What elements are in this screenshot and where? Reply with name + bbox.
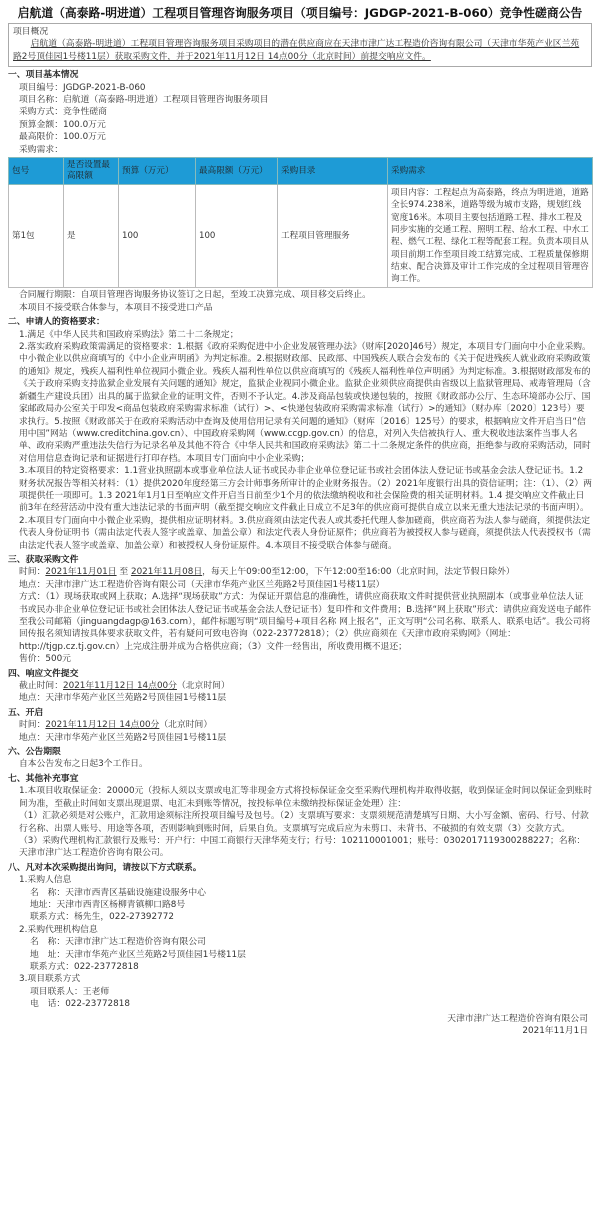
opening-place: 地点：天津市华苑产业区兰苑路2号顶佳园1号楼11层 [19, 732, 227, 743]
obtain-method: 方式：（1）现场获取或网上获取；A.选择“现场获取”方式：为保证开票信息的准确性，请供应商获取文件时提供营业执照副本（或事业单位法人证书或民办非企业单位登记证书或社会团体法人登记证书或基金会法人登记证书）复印件和文件费用；B.选择“网上获取”形式：请供应商发送电子邮件至我公司邮箱（jinguangdagp@163.com），邮件标题写明“项目编号+项目名称 网上报名”，正文写明“公司名称、联系人、联系电话”。我公司将回传报名须知请按具体要求获取文件，若有疑问可致电咨询（022-23772818）；（2）供应商须在《天津市政府采购网》（网址：http://tjgp.cz.tj.gov.cn）上完成注册并成为合格供应商；（3）文件一经售出，所收费用概不退还； [19, 592, 592, 652]
section-heading: 三、获取采购文件 [8, 554, 79, 565]
table-cell: 工程项目管理服务 [278, 185, 388, 288]
qualification-paragraph: 1.满足《中华人民共和国政府采购法》第二十二条规定； [19, 329, 239, 340]
table-header-cell: 采购目录 [278, 158, 388, 185]
contact-line: 地址：天津市西青区杨柳青镇柳口路8号 [30, 899, 186, 910]
time-end: 2021年11月08日 [130, 567, 203, 578]
contact-title: 1.采购人信息 [19, 875, 72, 886]
deadline-value: 2021年11月12日 14点00分 [63, 681, 177, 692]
section-other-matters [8, 773, 592, 860]
table-header-cell: 最高限额（万元） [196, 158, 278, 185]
table-cell: 100 [196, 185, 278, 288]
basic-info-line: 采购方式：竞争性磋商 [19, 107, 107, 118]
contract-period: 合同履行期限：自项目管理咨询服务协议签订之日起，至竣工决算完成、项目移交后终止。 [19, 290, 371, 301]
contact-title: 2.采购代理机构信息 [19, 924, 98, 935]
section-heading: 五、开启 [8, 707, 44, 718]
signature-company: 天津市津广达工程造价咨询有限公司 [447, 1013, 588, 1024]
overview-heading: 项目概况 [13, 27, 49, 37]
basic-info-line: 最高限价：100.0万元 [19, 132, 106, 143]
contact-line: 联系方式：杨先生，022-27392772 [30, 912, 174, 923]
section-notice-period [8, 746, 592, 771]
overview-text: 启航道（高泰路-明进道）工程项目管理咨询服务项目采购项目的潜在供应商应在天津市津广达工程造价咨询有限公司（天津市华苑产业区兰苑路2号顶佳园1号楼11层）获取采购文件，并于2021年11月12日 14点00分（北京时间）前提交响应文件。 [13, 39, 580, 62]
basic-info-line: 项目编号：JGDGP-2021-B-060 [19, 82, 146, 93]
section-qualifications [8, 316, 592, 552]
qualification-paragraph: 3.本项目的特定资格要求：1.1营业执照副本或事业单位法人证书或民办非企业单位登记证书或社会团体法人登记证书或基金会法人登记证书。1.2 财务状况报告等相关材料：（1）提供2020年度经第三方会计师事务所审计的企业财务报告。（2）2021年度银行出具的资信证明；注：（1）、（2）两项提供任一项即可。1.3 2021年1月1日至响应文件开启当日前至少1个月的依法缴纳税收和社会保险费的相关证明材料。1.4 提交响应文件截止日前3年在经营活动中没有重大违法记录的书面声明（截至提交响应文件截止日成立不足3年的供应商可提供自成立以来无重大违法记录的书面声明）。2.本项目专门面向中小微企业采购，提供相应证明材料。3.供应商须由法定代表人或其委托代理人参加磋商，供应商若为法人参与磋商，须提供法定代表人身份证明书（需由法定代表人签字或盖章、加盖公章）和法定代表人身份证原件；供应商若为被授权人参与磋商，须提供法人代表授权书（需由法定代表人签字或盖章、加盖公章）和被授权人身份证原件。4.本项目不接受联合体参与磋商。 [19, 466, 592, 551]
submission-place: 地点：天津市华苑产业区兰苑路2号顶佳园1号楼11层 [19, 693, 227, 704]
notice-period-text: 自本公告发布之日起3个工作日。 [19, 759, 148, 770]
deadline-label: 截止时间： [19, 681, 63, 692]
section-opening [8, 707, 592, 744]
signature-date: 2021年11月1日 [522, 1026, 588, 1036]
section-heading: 一、项目基本情况 [8, 70, 79, 81]
page-title: 启航道（高泰路-明进道）工程项目管理咨询服务项目（项目编号：JGDGP-2021-B-060）竞争性磋商公告 [17, 6, 583, 20]
time-start: 2021年11月01日 [45, 567, 117, 578]
table-cell: 100 [119, 185, 196, 288]
other-paragraph: 1.本项目收取保证金：20000元（投标人须以支票或电汇等非现金方式将投标保证金交至采购代理机构并取得收据，收到保证金时间以保证金到账时间为准，至截止时间如支票出现退票、电汇未到账等情况，按投标单位未缴纳投标保证金处理）注： [19, 786, 592, 809]
opening-label: 时间： [19, 720, 46, 731]
section-heading: 四、响应文件提交 [8, 668, 79, 679]
section-contacts [8, 862, 592, 1011]
obtain-time [8, 566, 592, 578]
obtain-price: 售价：500元 [19, 654, 71, 665]
opening-time [8, 719, 592, 731]
section-heading: 六、公告期限 [8, 747, 61, 758]
basic-info-line: 预算金额：100.0万元 [19, 119, 106, 130]
consortium-note: 本项目不接受联合体参与，本项目不接受进口产品 [19, 302, 213, 313]
contact-line: 联系方式：022-23772818 [30, 961, 139, 972]
package-table [8, 157, 593, 288]
contact-line: 名 称：天津市西青区基础设施建设服务中心 [30, 887, 206, 898]
section-submission [8, 668, 592, 705]
submission-deadline [8, 680, 592, 692]
section-heading: 八、凡对本次采购提出询问，请按以下方式联系。 [8, 862, 202, 873]
project-overview-box [8, 23, 592, 67]
section-heading: 二、申请人的资格要求： [8, 317, 105, 328]
opening-value: 2021年11月12日 14点00分 [45, 720, 160, 731]
other-paragraph: （3）采购代理机构汇款银行及账号：开户行：中国工商银行天津华苑支行；行号：102110001001；账号：0302017119300288227；名称：天津市津广达工程造价咨询有限公司。 [19, 835, 586, 859]
time-to: 至 [116, 567, 131, 578]
table-header-cell: 采购需求 [388, 158, 593, 185]
other-paragraph: （1）汇款必须是对公账户，汇款用途须标注所投项目编号及包号。（2）支票填写要求：支票须规范清楚填写日期、大小写金额、密码、行号、付款行名称、出票人账号、用途等各项，否则影响到账时间，后果自负。支票填写完成后应为未剪口、未背书、不破损的有效支票（3）交款方式。 [19, 811, 589, 834]
section-obtain-documents [8, 554, 592, 666]
announcement-page [8, 0, 592, 1037]
contact-title: 3.项目联系方式 [19, 974, 81, 985]
section-basic-info [8, 69, 592, 314]
table-row [9, 185, 593, 288]
contact-line: 地 址：天津市华苑产业区兰苑路2号顶佳园1号楼11层 [30, 949, 246, 960]
qualification-paragraph: 2.落实政府采购政策需满足的资格要求：1.根据《政府采购促进中小企业发展管理办法》（财库[2020]46号）规定，本项目专门面向中小企业采购。中小微企业以供应商填写的《中小企业声明函》为判定标准。2.根据财政部、民政部、中国残疾人联合会发布的《关于促进残疾人就业政府采购政策的通知》规定，残疾人福利性单位视同小微企业。残疾人福利性单位以供应商填写的《残疾人福利性单位声明函》为判定标准。3.根据财政部发布的《关于政府采购支持监狱企业发展有关问题的通知》规定，监狱企业视同小微企业。监狱企业须供应商提供由省级以上监狱管理局、戒毒管理局（含新疆生产建设兵团）出具的属于监狱企业的证明文件，否则不予认定。4.涉及商品包装或快递包装的，按照《财政部办公厅、生态环境部办公厅、国家邮政局办公室关于印发<商品包装政府采购需求标准（试行）>、<快递包装政府采购需求标准（试行）>的通知》（财办库〔2020〕123号）要求执行。5.按照《财政部关于在政府采购活动中查询及使用信用记录有关问题的通知》（财库〔2016〕125号）的要求，根据响应文件开启当日“信用中国”网站（www.creditchina.gov.cn）、中国政府采购网（www.ccgp.gov.cn）的信息，对列入失信被执行人、重大税收违法案件当事人名单、政府采购严重违法失信行为记录名单及其他不符合《中华人民共和国政府采购法》第二十二条规定条件的供应商，拒绝参与政府采购活动，同时对信用信息查询记录和证据进行打印存档。本项目专门面向中小企业采购； [19, 342, 591, 464]
table-header-cell: 预算（万元） [119, 158, 196, 185]
section-heading: 七、其他补充事宜 [8, 773, 79, 784]
table-header-cell: 是否设置最高限额 [64, 158, 119, 185]
contact-line: 名 称：天津市津广达工程造价咨询有限公司 [30, 937, 206, 948]
time-rest: ，每天上午09:00至12:00，下午12:00至16:00（北京时间，法定节假日除外） [202, 567, 515, 578]
contact-line: 电 话：022-23772818 [30, 999, 130, 1010]
opening-rest: （北京时间） [159, 720, 213, 731]
obtain-place: 地点：天津市津广达工程造价咨询有限公司（天津市华苑产业区兰苑路2号顶佳园1号楼11层） [19, 579, 385, 590]
table-cell: 是 [64, 185, 119, 288]
contact-line: 项目联系人：王老师 [30, 986, 110, 997]
table-cell: 第1包 [9, 185, 64, 288]
basic-info-line: 项目名称：启航道（高泰路-明进道）工程项目管理咨询服务项目 [19, 95, 269, 106]
deadline-rest: （北京时间） [176, 681, 230, 692]
table-cell-requirements: 项目内容：工程起点为高泰路，终点为明进道，道路全长974.238米，道路等级为城市支路，规划红线宽度16米。本项目主要包括道路工程、排水工程及同步实施的交通工程、照明工程、给水工程、中水工程、燃气工程、绿化工程等配套工程。负责本项目从项目前期工作至项目竣工结算完成、工程质量保修期结束、配合决算及审计工作完成的全过程项目管理咨询工作。 [388, 185, 593, 288]
time-label: 时间： [19, 567, 46, 578]
basic-info-line: 采购需求： [19, 144, 63, 155]
signature-block [8, 1013, 592, 1038]
table-header-row [9, 158, 593, 185]
table-header-cell: 包号 [9, 158, 64, 185]
